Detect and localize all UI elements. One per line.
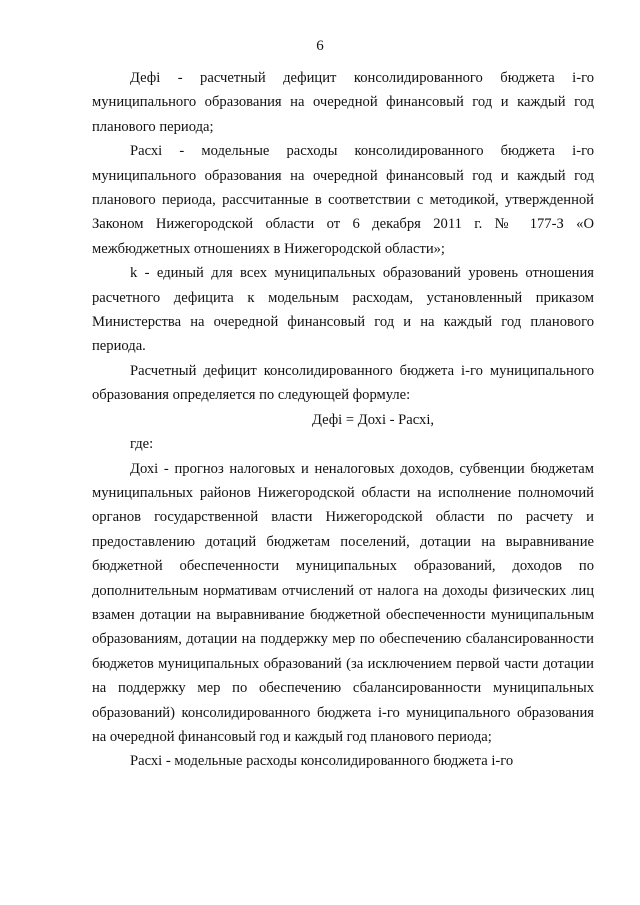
paragraph-formula-intro: Расчетный дефицит консолидированного бюджета i-го муниципального образования определяется по следующей формуле:: [92, 362, 594, 404]
paragraph-def-model-expenses-continued: Расхi - модельные расходы консолидированного бюджета i-го: [130, 753, 514, 770]
paragraph-def-revenues: Дохi - прогноз налоговых и неналоговых доходов, субвенции бюджетам муниципальных районов Нижегородской области на исполнение полномочий органов государственной власти Нижегородской области по расчету и предоставлению дотаций бюджетам поселений, дотации на выравнивание бюджетной обеспеченности муниципальных образований, доходов по дополнительным нормативам отчислений от налога на доходы физических лиц взамен дотации на выравнивание бюджетной обеспеченности муниципальным образованиям, дотации на поддержку мер по обеспечению сбалансированности бюджетов муниципальных образований (за исключением первой части дотации на поддержку мер по обеспечению сбалансированности муниципальных образований) консолидированного бюджета i-го муниципального образования на очередной финансовый год и каждый год планового периода;: [92, 460, 594, 745]
paragraph-def-deficit: Дефi - расчетный дефицит консолидированного бюджета i-го муниципального образования на очередной финансовый год и каждый год планового периода;: [92, 70, 594, 135]
formula: Дефi = Дохi - Расхi,: [311, 411, 435, 428]
page-number: 6: [316, 38, 324, 54]
where-label: где:: [130, 436, 154, 453]
document-body: [92, 66, 594, 774]
paragraph-def-k-ratio: k - единый для всех муниципальных образований уровень отношения расчетного дефицита к модельным расходам, установленный приказом Министерства на очередной финансовый год и на каждый год планового периода.: [92, 265, 594, 355]
paragraph-def-model-expenses: Расхi - модельные расходы консолидированного бюджета i-го муниципального образования на очередной финансовый год и каждый год планового периода, рассчитанные в соответствии с методикой, утвержденной Законом Нижегородской области от 6 декабря 2011 г. № 177-З «О межбюджетных отношениях в Нижегородской области»;: [92, 143, 594, 257]
